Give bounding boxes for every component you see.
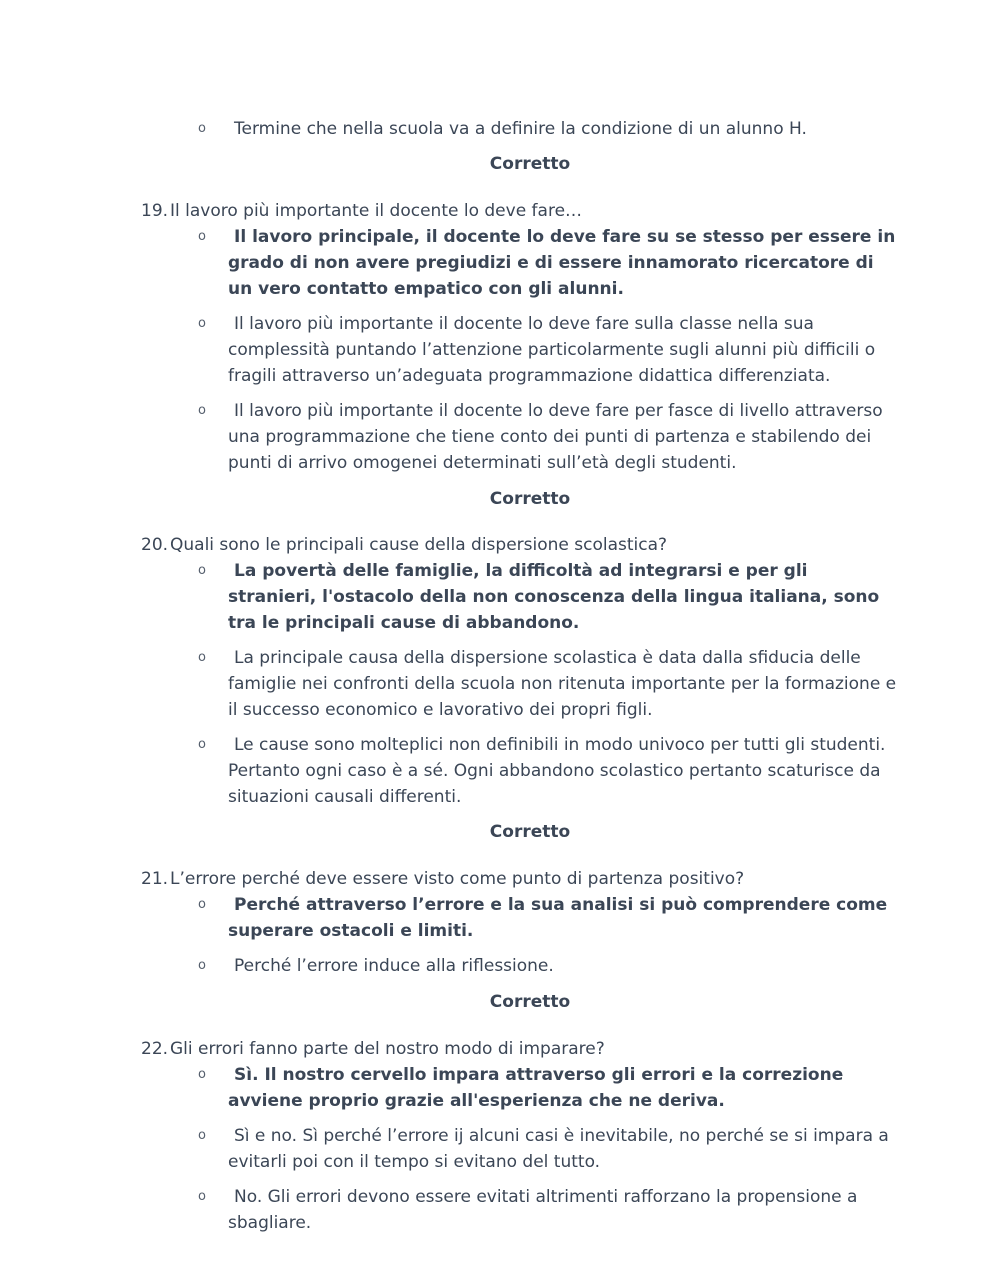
answer-option-correct: [198, 1062, 900, 1114]
correct-label: Corretto: [489, 489, 571, 509]
option-text: Il lavoro più importante il docente lo deve fare sulla classe nella sua complessità puntando l’attenzione particolarmente sugli alunni più difficili o fragili attraverso un’adeguata programmazione didattica differenziata.: [228, 314, 876, 386]
correct-label: Corretto: [489, 154, 571, 174]
question-20: [141, 532, 901, 558]
option-text: La principale causa della dispersione scolastica è data dalla sfiducia delle famiglie nei confronti della scuola non ritenuta importante per la formazione e il successo economico e lavorativo dei propri figli.: [228, 648, 897, 720]
option-text: Termine che nella scuola va a definire la condizione di un alunno H.: [234, 119, 807, 139]
answer-option: [198, 1123, 900, 1175]
question-text: Quali sono le principali cause della dispersione scolastica?: [170, 535, 668, 555]
bullet-icon: o: [198, 563, 206, 578]
bullet-icon: o: [198, 316, 206, 331]
question-21: [141, 866, 901, 892]
answer-option-correct: [198, 892, 900, 944]
question-22: [141, 1036, 901, 1062]
answer-option-correct: [198, 224, 900, 302]
option-text: Perché attraverso l’errore e la sua analisi si può comprendere come superare ostacoli e limiti.: [228, 895, 888, 941]
question-number: 20.: [141, 535, 169, 555]
option-text: Le cause sono molteplici non definibili in modo univoco per tutti gli studenti. Pertanto ogni caso è a sé. Ogni abbandono scolastico pertanto scaturisce da situazioni causali differenti.: [228, 735, 886, 807]
answer-option: [198, 732, 900, 810]
bullet-icon: o: [198, 958, 206, 973]
option-text: Sì e no. Sì perché l’errore ij alcuni casi è inevitabile, no perché se si impara a evitarli poi con il tempo si evitano del tutto.: [228, 1126, 889, 1172]
question-text: L’errore perché deve essere visto come punto di partenza positivo?: [170, 869, 745, 889]
option-text: Sì. Il nostro cervello impara attraverso gli errori e la correzione avviene proprio grazie all'esperienza che ne deriva.: [228, 1065, 844, 1111]
answer-option: [198, 116, 900, 142]
bullet-icon: o: [198, 403, 206, 418]
answer-option: [198, 311, 900, 389]
bullet-icon: o: [198, 1128, 206, 1143]
bullet-icon: o: [198, 897, 206, 912]
bullet-icon: o: [198, 737, 206, 752]
question-number: 22.: [141, 1039, 169, 1059]
correct-label: Corretto: [489, 992, 571, 1012]
option-text: Perché l’errore induce alla riflessione.: [234, 956, 554, 976]
answer-option: [198, 398, 900, 476]
option-text: Il lavoro più importante il docente lo deve fare per fasce di livello attraverso una programmazione che tiene conto dei punti di partenza e stabilendo dei punti di arrivo omogenei determinati sull’età degli studenti.: [228, 401, 883, 473]
option-text: La povertà delle famiglie, la difficoltà ad integrarsi e per gli stranieri, l'ostacolo della non conoscenza della lingua italiana, sono tra le principali cause di abbandono.: [228, 561, 880, 633]
option-text: No. Gli errori devono essere evitati altrimenti rafforzano la propensione a sbagliare.: [228, 1187, 858, 1233]
answer-option: [198, 645, 900, 723]
bullet-icon: o: [198, 1189, 206, 1204]
question-text: Gli errori fanno parte del nostro modo di imparare?: [170, 1039, 605, 1059]
answer-option: [198, 953, 900, 979]
answer-option: [198, 1184, 900, 1236]
bullet-icon: o: [198, 650, 206, 665]
question-text: Il lavoro più importante il docente lo deve fare…: [170, 201, 583, 221]
option-text: Il lavoro principale, il docente lo deve fare su se stesso per essere in grado di non avere pregiudizi e di essere innamorato ricercatore di un vero contatto empatico con gli alunni.: [228, 227, 896, 299]
bullet-icon: o: [198, 229, 206, 244]
correct-label: Corretto: [489, 822, 571, 842]
question-number: 21.: [141, 869, 169, 889]
bullet-icon: o: [198, 1067, 206, 1082]
question-19: [141, 198, 901, 224]
bullet-icon: o: [198, 121, 206, 136]
question-number: 19.: [141, 201, 169, 221]
answer-option-correct: [198, 558, 900, 636]
